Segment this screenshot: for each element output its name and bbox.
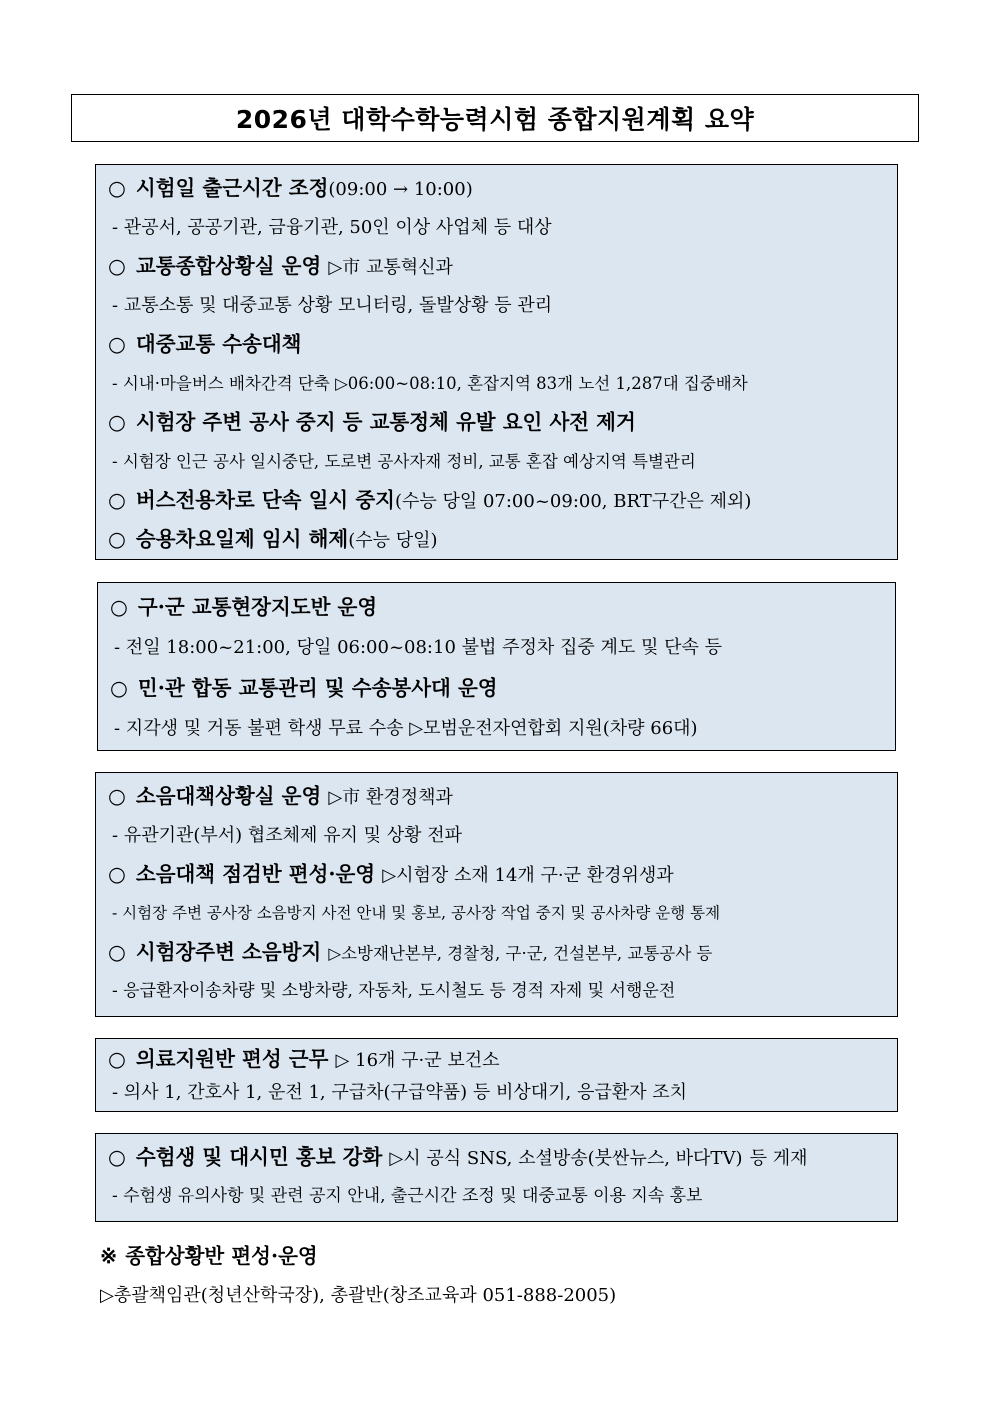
item-detail: - 지각생 및 거동 불편 학생 무료 수송 ▷모범운전자연합회 지원(차량 66대) xyxy=(114,717,698,739)
item-detail: - 관공서, 공공기관, 금융기관, 50인 이상 사업체 등 대상 xyxy=(112,217,552,238)
reference-mark-icon: ※ xyxy=(100,1244,118,1268)
document-title-box xyxy=(71,94,919,142)
item-heading: ○ 수험생 및 대시민 홍보 강화 ▷시 공식 SNS, 소셜방송(붓싼뉴스, 바다TV) 등 게재 xyxy=(108,1145,808,1169)
item-heading: ○ 민·관 합동 교통관리 및 수송봉사대 운영 xyxy=(110,676,498,700)
item-heading: ○ 구·군 교통현장지도반 운영 xyxy=(110,595,378,619)
note-heading: ※ 종합상황반 편성·운영 xyxy=(100,1244,318,1268)
section-box-medical xyxy=(95,1038,898,1112)
bullet-icon: ○ xyxy=(108,410,126,434)
item-heading: ○ 대중교통 수송대책 xyxy=(108,332,302,356)
section-box-publicity xyxy=(95,1133,898,1222)
bullet-icon: ○ xyxy=(108,1145,126,1169)
section-box-traffic xyxy=(95,164,898,560)
item-heading: ○ 의료지원반 편성 근무 ▷ 16개 구·군 보건소 xyxy=(108,1047,500,1071)
item-heading: ○ 승용차요일제 임시 해제(수능 당일) xyxy=(108,527,438,551)
item-heading: ○ 교통종합상황실 운영 ▷市 교통혁신과 xyxy=(108,254,453,278)
bullet-icon: ○ xyxy=(110,676,128,700)
section-box-noise xyxy=(95,772,898,1017)
note-detail: ▷총괄책임관(청년산학국장), 총괄반(창조교육과 051-888-2005) xyxy=(100,1285,617,1306)
item-detail: - 교통소통 및 대중교통 상황 모니터링, 돌발상황 등 관리 xyxy=(112,295,553,316)
item-detail: - 시험장 주변 공사장 소음방지 사전 안내 및 홍보, 공사장 작업 중지 및 공사차량 운행 통제 xyxy=(112,904,721,922)
item-heading: ○ 시험장 주변 공사 중지 등 교통정체 유발 요인 사전 제거 xyxy=(108,410,636,434)
bullet-icon: ○ xyxy=(110,595,128,619)
bullet-icon: ○ xyxy=(108,784,126,808)
item-detail: - 수험생 유의사항 및 관련 공지 안내, 출근시간 조정 및 대중교통 이용 지속 홍보 xyxy=(112,1186,703,1206)
item-heading: ○ 소음대책 점검반 편성·운영 ▷시험장 소재 14개 구·군 환경위생과 xyxy=(108,862,674,886)
bullet-icon: ○ xyxy=(108,488,126,512)
bullet-icon: ○ xyxy=(108,862,126,886)
item-detail: - 의사 1, 간호사 1, 운전 1, 구급차(구급약품) 등 비상대기, 응급환자 조치 xyxy=(112,1082,688,1103)
item-heading: ○ 버스전용차로 단속 일시 중지(수능 당일 07:00~09:00, BRT구간은 제외) xyxy=(108,488,752,512)
item-heading: ○ 소음대책상황실 운영 ▷市 환경정책과 xyxy=(108,784,453,808)
item-detail: - 시험장 인근 공사 일시중단, 도로변 공사자재 정비, 교통 혼잡 예상지역 특별관리 xyxy=(112,452,696,471)
bullet-icon: ○ xyxy=(108,332,126,356)
bullet-icon: ○ xyxy=(108,527,126,551)
item-heading: ○ 시험장주변 소음방지 ▷소방재난본부, 경찰청, 구·군, 건설본부, 교통공사 등 xyxy=(108,940,713,964)
item-heading: ○ 시험일 출근시간 조정(09:00 → 10:00) xyxy=(108,176,473,200)
item-detail: - 시내·마을버스 배차간격 단축 ▷06:00~08:10, 혼잡지역 83개 노선 1,287대 집중배차 xyxy=(112,374,748,393)
item-detail: - 유관기관(부서) 협조체제 유지 및 상황 전파 xyxy=(112,825,463,846)
document-title: 2026년 대학수학능력시험 종합지원계획 요약 xyxy=(235,105,755,134)
item-detail: - 응급환자이송차량 및 소방차량, 자동차, 도시철도 등 경적 자제 및 서행운전 xyxy=(112,981,676,1001)
bullet-icon: ○ xyxy=(108,1047,126,1071)
bullet-icon: ○ xyxy=(108,254,126,278)
section-box-field-guidance xyxy=(97,582,896,751)
bullet-icon: ○ xyxy=(108,176,126,200)
bullet-icon: ○ xyxy=(108,940,126,964)
item-detail: - 전일 18:00~21:00, 당일 06:00~08:10 불법 주정차 집중 계도 및 단속 등 xyxy=(114,636,722,658)
